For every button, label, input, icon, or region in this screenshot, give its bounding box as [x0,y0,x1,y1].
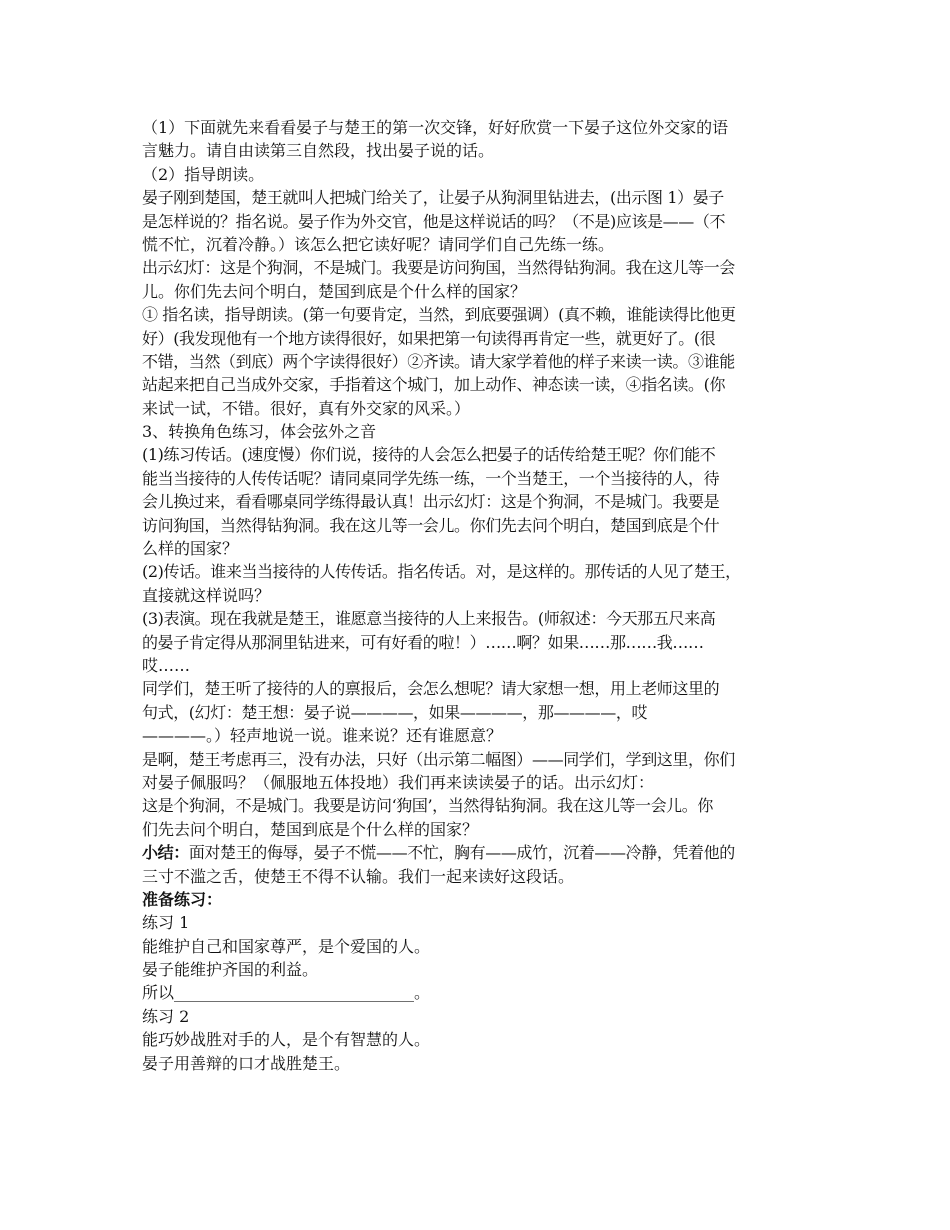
document-body [142,116,814,1075]
text-line: 是啊，楚王考虑再三，没有办法，只好（出示第二幅图）——同学们，学到这里，你们 [142,749,735,769]
text-line: (3)表演。现在我就是楚王，谁愿意当接待的人上来报告。(师叙述：今天那五尺来高 [142,609,716,629]
text-line: 不错，当然（到底）两个字读得很好）②齐读。请大家学着他的样子来读一读。③谁能 [142,351,735,371]
text-line: 晏子刚到楚国，楚王就叫人把城门给关了，让晏子从狗洞里钻进去，(出示图 1）晏子 [142,188,724,208]
text-line: 哎…… [142,655,191,675]
text-line: （1）下面就先来看看晏子与楚王的第一次交锋，好好欣赏一下晏子这位外交家的语 [142,118,729,137]
exercise-line: 晏子用善辩的口才战胜楚王。 [142,1053,351,1073]
text-line: 直接就这样说吗？ [142,585,271,605]
text-line: 能当当接待的人传传话呢？请同桌同学先练一练，一个当楚王，一个当接待的人，待 [142,468,720,488]
text-line: 是怎样说的？指名说。晏子作为外交官，他是这样说话的吗？（不是)应该是——（不 [142,211,726,231]
exercise-line: 晏子能维护齐国的利益。 [142,960,319,980]
practice-heading: 准备练习： [142,889,223,909]
exercise-fill-blank: 所以______________________________。 [142,983,431,1003]
text-line: 慌不忙，沉着冷静。）该怎么把它读好呢？请同学们自己先练一练。 [142,234,615,254]
text-line: 同学们，楚王听了接待的人的禀报后，会怎么想呢？请大家想一想，用上老师这里的 [142,679,720,699]
exercise-line: 能巧妙战胜对手的人，是个有智慧的人。 [142,1030,431,1050]
summary-label: 小结： [142,843,189,863]
text-line: (2)传话。谁来当当接待的人传传话。指名传话。对，是这样的。那传话的人见了楚王， [142,562,741,582]
text-line: 儿。你们先去问个明白，楚国到底是个什么样的国家？ [142,281,527,301]
text-line: 对晏子佩服吗？（佩服地五体投地）我们再来读读晏子的话。出示幻灯： [142,772,655,792]
text-line: 这是个狗洞，不是城门。我要是访问‘狗国’，当然得钻狗洞。我在这儿等一会儿。你 [142,796,713,816]
text-line: ① 指名读，指导朗读。(第一句要肯定，当然，到底要强调）(真不赖，谁能读得比他更 [142,305,736,325]
text-line: 访问狗国，当然得钻狗洞。我在这儿等一会儿。你们先去问个明白，楚国到底是个什 [142,515,720,535]
text-line: 站起来把自己当成外交家，手指着这个城门，加上动作、神态读一读，④指名读。(你 [142,375,726,395]
text-line: 么样的国家？ [142,539,239,559]
text-line: 句式，(幻灯：楚王想：晏子说————，如果————，那————，哎 [142,702,648,722]
exercise-title: 练习 1 [142,913,190,933]
summary-line: 三寸不滥之舌，使楚王不得不认输。我们一起来读好这段话。 [142,866,575,886]
text-line: 来试一试，不错。很好，真有外交家的风采。） [142,398,471,418]
section-heading: 3、转换角色练习，体会弦外之音 [142,422,377,442]
text-line: (1)练习传话。(速度慢）你们说，接待的人会怎么把晏子的话传给楚王呢？你们能不 [142,445,716,465]
text-line: ————。）轻声地说一说。谁来说？还有谁愿意？ [142,726,503,746]
text-line: （2）指导朗读。 [142,164,265,184]
text-line: 的晏子肯定得从那洞里钻进来，可有好看的啦！）……啊？如果……那……我…… [142,632,704,652]
text-line: 言魅力。请自由读第三自然段，找出晏子说的话。 [142,141,495,161]
exercise-title: 练习 2 [142,1006,190,1026]
exercise-line: 能维护自己和国家尊严，是个爱国的人。 [142,936,431,956]
text-line: 会儿换过来，看看哪桌同学练得最认真！出示幻灯：这是个狗洞，不是城门。我要是 [142,492,720,512]
summary-line [142,841,814,864]
summary-text: 面对楚王的侮辱，晏子不慌——不忙，胸有——成竹，沉着——冷静，凭着他的 [188,843,735,863]
text-line: 出示幻灯：这是个狗洞，不是城门。我要是访问狗国，当然得钻狗洞。我在这儿等一会 [142,258,735,278]
text-line: 好）(我发现他有一个地方读得很好，如果把第一句读得再肯定一些，就更好了。(很 [142,328,716,348]
text-line: 们先去问个明白，楚国到底是个什么样的国家？ [142,819,479,839]
